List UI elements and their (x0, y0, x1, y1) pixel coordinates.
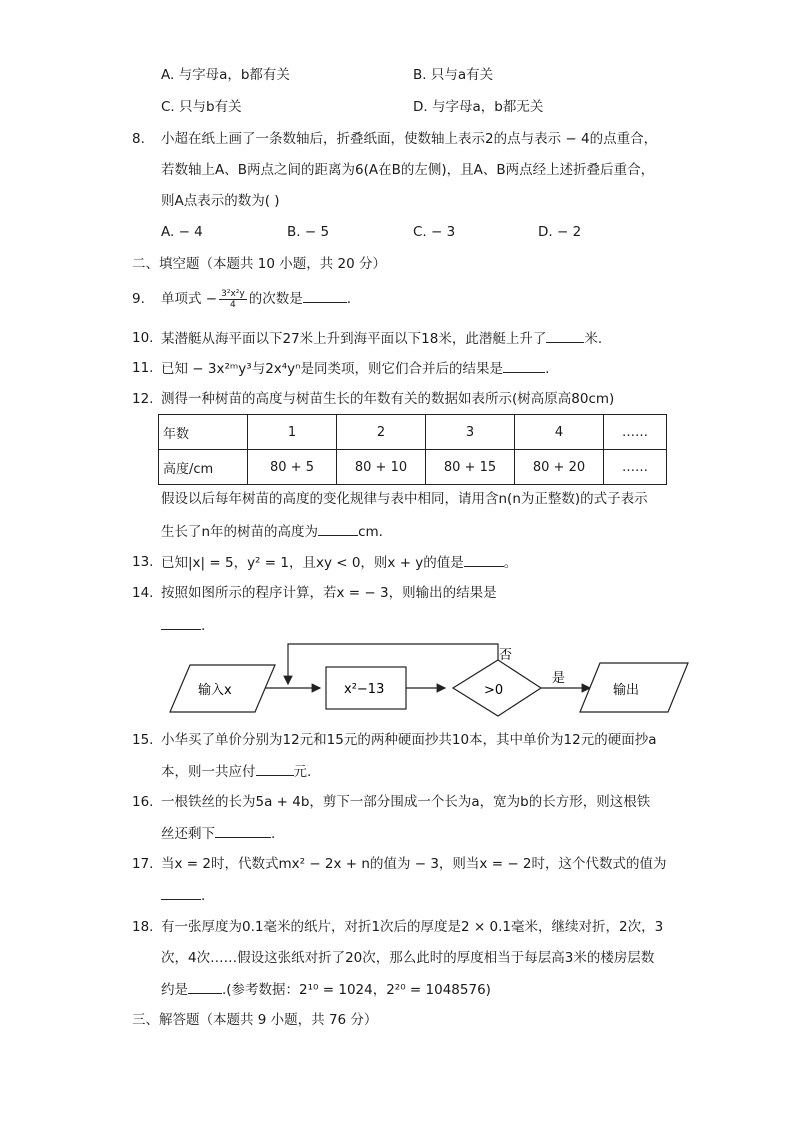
q7-option-b: B. 只与a有关 (413, 67, 494, 83)
flow-output-label: 输出 (613, 683, 640, 698)
q10-number: 10. (132, 330, 154, 346)
q18-line3-prefix: 约是 (161, 982, 188, 998)
q9-prefix: 单项式 − (161, 291, 218, 307)
q12-line3-prefix: 生长了n年的树苗的高度为 (161, 524, 319, 540)
table-cell: 年数 (159, 415, 248, 450)
q18-line2: 次，4次……假设这张纸对折了20次，那么此时的厚度相当于每层高3米的楼房层数 (161, 950, 655, 966)
q14-text: 按照如图所示的程序计算，若x = − 3，则输出的结果是 (161, 585, 497, 601)
tree-growth-table (158, 414, 667, 485)
q8-option-c: C. − 3 (413, 224, 456, 240)
q8-number: 8. (132, 131, 145, 147)
q8-line2: 若数轴上A、B两点之间的距离为6(A在B的左侧)，且A、B两点经上述折叠后重合， (161, 162, 655, 178)
q16-number: 16. (132, 794, 154, 810)
q13-answer-blank[interactable] (464, 553, 504, 567)
section-fill-blank-heading: 二、填空题（本题共 10 小题，共 20 分） (132, 256, 387, 272)
q7-option-a: A. 与字母a，b都有关 (161, 67, 290, 83)
q12-number: 12. (132, 391, 154, 407)
q17-line2-end: . (201, 888, 206, 904)
q10-text (161, 329, 602, 348)
q11-answer-blank[interactable] (503, 359, 545, 373)
q9-fraction (219, 289, 247, 310)
program-flowchart (160, 640, 700, 722)
q18-number: 18. (132, 919, 154, 935)
q14-answer-blank[interactable] (161, 616, 201, 630)
q15-number: 15. (132, 732, 154, 748)
q12-text: 测得一种树苗的高度与树苗生长的年数有关的数据如表所示(树高原高80cm) (161, 391, 615, 407)
q13-end: 。 (503, 555, 518, 571)
q12-answer-blank[interactable] (318, 522, 358, 536)
q11-body: 已知 − 3x²ᵐy³与2x⁴yⁿ是同类项，则它们合并后的结果是 (161, 361, 504, 377)
q13-number: 13. (132, 554, 154, 570)
q9-suffix: 的次数是 (248, 291, 303, 307)
table-cell: 80 + 20 (515, 450, 604, 485)
q15-answer-blank[interactable] (256, 762, 294, 776)
q14-end: . (201, 618, 206, 634)
table-cell: 80 + 5 (248, 450, 337, 485)
table-cell: 80 + 15 (426, 450, 515, 485)
q18-line1: 有一张厚度为0.1毫米的纸片，对折1次后的厚度是2 × 0.1毫米，继续对折，2次，3 (161, 919, 664, 935)
table-cell: 1 (248, 415, 337, 450)
table-row (159, 415, 667, 450)
q9-answer-blank[interactable] (303, 289, 347, 303)
q18-line3 (161, 980, 491, 999)
q14-number: 14. (132, 585, 154, 601)
q17-line2 (161, 886, 205, 905)
q10-body: 某潜艇从海平面以下27米上升到海平面以下18米，此潜艇上升了 (161, 331, 547, 347)
q12-line3 (161, 522, 383, 541)
q7-option-d: D. 与字母a，b都无关 (413, 99, 544, 115)
q16-answer-blank[interactable] (215, 824, 271, 838)
q13-body: 已知|x| = 5，y² = 1，且xy < 0，则x + y的值是 (161, 555, 464, 571)
flow-input-label: 输入x (198, 683, 232, 698)
table-cell: 4 (515, 415, 604, 450)
q8-option-b: B. − 5 (287, 224, 330, 240)
q15-line1: 小华买了单价分别为12元和15元的两种硬面抄共10本，其中单价为12元的硬面抄a (161, 732, 657, 748)
q8-option-d: D. − 2 (538, 224, 582, 240)
q8-line3: 则A点表示的数为( ) (161, 193, 280, 209)
q9-end: . (346, 291, 352, 307)
q9-number: 9. (132, 291, 145, 307)
q17-line1: 当x = 2时，代数式mx² − 2x + n的值为 − 3，则当x = − 2时，这个代数式的值为 (161, 856, 667, 872)
q15-line2 (161, 762, 311, 781)
q8-line1: 小超在纸上画了一条数轴后，折叠纸面，使数轴上表示2的点与表示 − 4的点重合， (161, 131, 658, 147)
q9-fraction-denominator: 4 (230, 299, 236, 310)
flow-condition-label: >0 (484, 683, 504, 698)
table-cell: 2 (337, 415, 426, 450)
flow-no-label: 否 (499, 648, 513, 663)
q18-line3-end: .(参考数据：2¹⁰ = 1024，2²⁰ = 1048576) (222, 982, 491, 998)
table-row (159, 450, 667, 485)
q8-option-a: A. − 4 (161, 224, 203, 240)
q15-line2-prefix: 本，则一共应付 (161, 764, 256, 780)
q16-line2-prefix: 丝还剩下 (161, 826, 215, 842)
q16-line2 (161, 824, 275, 843)
table-cell: …… (604, 415, 667, 450)
table-cell: 80 + 10 (337, 450, 426, 485)
q16-line1: 一根铁丝的长为5a + 4b，剪下一部分围成一个长为a，宽为b的长方形，则这根铁 (161, 794, 651, 810)
q12-line2: 假设以后每年树苗的高度的变化规律与表中相同，请用含n(n为正整数)的式子表示 (161, 491, 648, 507)
q15-line2-end: 元. (293, 764, 312, 780)
q16-line2-end: . (271, 826, 276, 842)
flow-yes-label: 是 (552, 671, 566, 686)
q11-text (161, 359, 549, 378)
q7-option-c: C. 只与b有关 (161, 99, 242, 115)
q12-line3-end: cm. (358, 524, 383, 540)
q10-answer-blank[interactable] (546, 329, 584, 343)
table-cell: …… (604, 450, 667, 485)
q13-text (161, 553, 517, 572)
table-cell: 高度/cm (159, 450, 248, 485)
q17-number: 17. (132, 856, 154, 872)
table-cell: 3 (426, 415, 515, 450)
q10-end: 米. (584, 331, 603, 347)
q9-fraction-numerator: 3²x²y (221, 288, 245, 299)
q11-number: 11. (132, 360, 154, 376)
section-solve-heading: 三、解答题（本题共 9 小题，共 76 分） (132, 1012, 378, 1028)
flow-process-label: x²−13 (344, 682, 385, 697)
q11-end: . (545, 361, 550, 377)
q18-answer-blank[interactable] (188, 980, 222, 994)
q17-answer-blank[interactable] (161, 886, 201, 900)
q14-answer-line (161, 616, 205, 635)
q9-text (161, 284, 351, 314)
